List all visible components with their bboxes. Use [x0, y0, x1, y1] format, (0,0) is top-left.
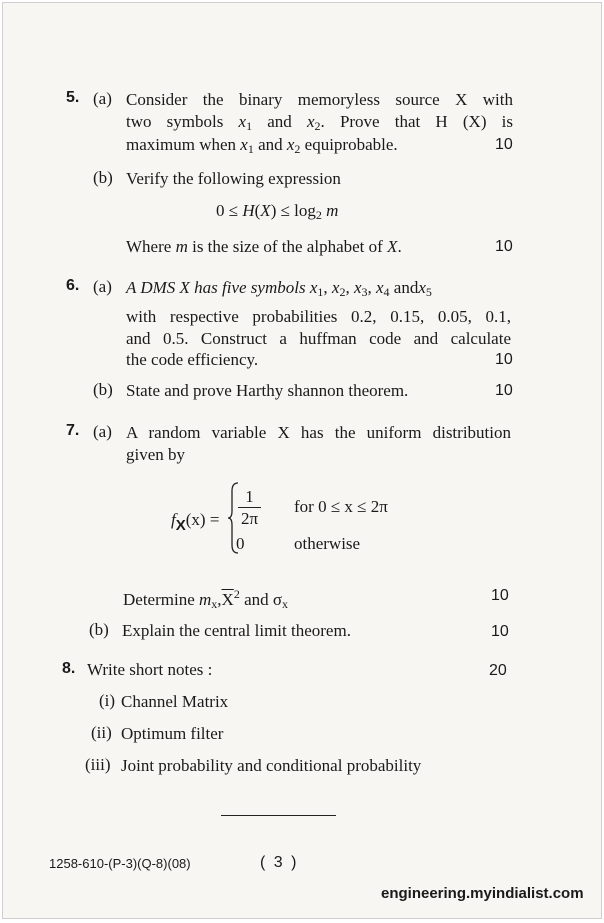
- question-8-item-2-text: Optimum filter: [121, 724, 224, 743]
- question-6a-label: (a): [93, 277, 112, 296]
- question-5-number: 5.: [66, 89, 80, 106]
- question-7a-label: (a): [93, 422, 112, 441]
- exam-page: [2, 2, 602, 919]
- question-5b-label: (b): [93, 168, 113, 187]
- question-5a-line2: two symbols x1 and x2. Prove that H (X) is: [126, 112, 513, 133]
- question-7a-pdf-lhs: fX(x) =: [171, 510, 220, 534]
- question-5b-line1: Verify the following expression: [126, 169, 341, 188]
- question-7a-fraction: $\frac{1}{2\pi}$: [238, 486, 261, 529]
- question-7-number: 7.: [66, 422, 80, 439]
- question-8-item-1-text: Channel Matrix: [121, 692, 229, 711]
- question-5a-line1: Consider the binary memoryless source X with: [126, 90, 513, 109]
- question-5b-marks: 10: [495, 238, 513, 255]
- question-8-number: 8.: [62, 660, 76, 677]
- question-6a-marks: 10: [495, 351, 513, 368]
- question-7a-line2: given by: [126, 445, 186, 464]
- paper-code: 1258-610-(P-3)(Q-8)(08): [49, 856, 191, 871]
- question-7b-label: (b): [89, 620, 109, 639]
- question-6a-line1: A DMS X has five symbols x1, x2, x3, x4 andx5: [126, 278, 432, 299]
- question-6a-line2: with respective probabilities 0.2, 0.15, 0.05, 0.1,: [126, 307, 511, 326]
- page-number: ( 3 ): [260, 854, 299, 871]
- question-7a-marks: 10: [491, 587, 509, 604]
- question-8-line1: Write short notes :: [87, 660, 213, 679]
- watermark-text: engineering.myindialist.com: [381, 885, 584, 902]
- question-6a-line4: the code efficiency.: [126, 350, 259, 369]
- question-5b-where: Where m is the size of the alphabet of X.: [126, 237, 402, 256]
- question-7a-line1: A random variable X has the uniform distribution: [126, 423, 511, 442]
- question-7a-condition1: for 0 ≤ x ≤ 2π: [294, 497, 388, 516]
- question-5a-line3: maximum when x1 and x2 equiprobable.: [126, 135, 398, 156]
- question-5a-label: (a): [93, 89, 112, 108]
- question-6b-marks: 10: [495, 382, 513, 399]
- question-6b-label: (b): [93, 380, 113, 399]
- question-7a-condition2: otherwise: [294, 534, 361, 553]
- question-7b-line1: Explain the central limit theorem.: [122, 621, 351, 640]
- question-6b-line1: State and prove Harthy shannon theorem.: [126, 381, 409, 400]
- question-8-item-2-label: (ii): [91, 723, 112, 742]
- question-8-item-3-text: Joint probability and conditional probability: [121, 756, 422, 775]
- question-5a-marks: 10: [495, 136, 513, 153]
- question-8-item-3-label: (iii): [85, 755, 111, 774]
- question-5b-expression: 0 ≤ H(X) ≤ log2 m: [216, 201, 339, 222]
- question-7a-determine: Determine $mx,\overline{X}^2$ and σx: [123, 587, 289, 611]
- question-6-number: 6.: [66, 277, 80, 294]
- question-8-marks: 20: [489, 662, 507, 679]
- end-divider: [221, 815, 336, 816]
- question-7b-marks: 10: [491, 623, 509, 640]
- question-8-item-1-label: (i): [99, 691, 116, 710]
- question-7a-zero: 0: [236, 534, 245, 553]
- question-6a-line3: and 0.5. Construct a huffman code and calculate: [126, 329, 511, 348]
